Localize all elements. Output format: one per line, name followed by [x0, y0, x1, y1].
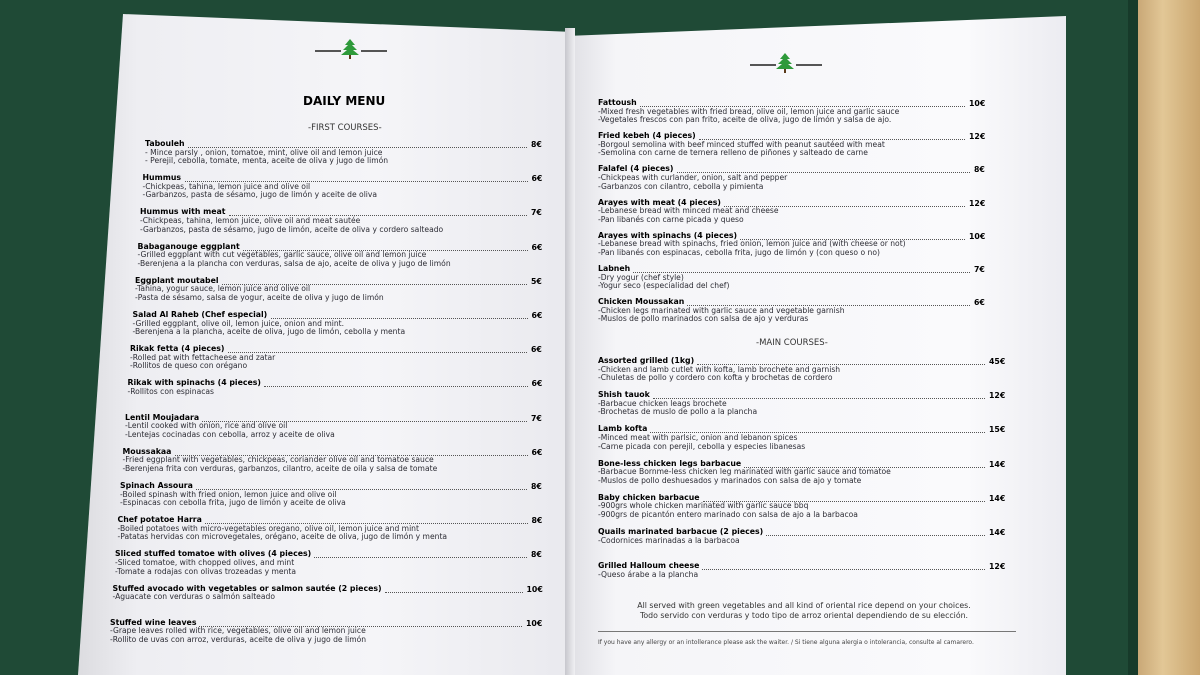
leader-dots	[199, 626, 522, 627]
menu-item-desc-es: -Garbanzos, pasta de sésamo, jugo de limón, aceite de oliva y cordero salteado	[140, 224, 444, 234]
menu-item	[598, 494, 1005, 520]
menu-item-name: Arayes with spinachs (4 pieces)	[598, 230, 738, 240]
allergy-note: If you have any allergy or an intollerance please ask the waiter. / Si tiene alguna alergia o intolerancia, consulte al camarero.	[598, 639, 974, 646]
menu-item	[598, 232, 985, 258]
menu-item-desc-en: -Barbacue chicken leags brochete	[598, 398, 727, 408]
menu-item-name: Lentil Moujadara	[125, 412, 200, 422]
menu-item-desc-es: -Chuletas de pollo y cordero con kofta y brochetas de cordero	[598, 373, 833, 383]
menu-item-desc-en: -Rollitos con espinacas	[127, 386, 215, 396]
menu-item-name: Moussakaa	[122, 446, 172, 456]
leader-dots	[202, 421, 527, 422]
menu-item-price: 5€	[531, 276, 542, 286]
menu-item	[598, 391, 1005, 417]
menu-item	[598, 357, 1005, 383]
leader-dots	[185, 181, 528, 182]
menu-item-name: Rikak with spinachs (4 pieces)	[127, 378, 261, 388]
menu-item-desc-es: -Berenjena frita con verduras, garbanzos, cilantro, aceite de oila y salsa de tomate	[122, 463, 438, 473]
menu-item-name: Sliced stuffed tomatoe with olives (4 pieces)	[115, 549, 312, 559]
leader-dots	[650, 432, 985, 433]
menu-item-name: Rikak fetta (4 pieces)	[130, 344, 225, 354]
menu-item-desc-es: -Espinacas con cebolla frita, jugo de limón y aceite de oliva	[120, 498, 346, 508]
menu-item-desc-en: -Codornices marinadas a la barbacoa	[598, 535, 740, 545]
menu-item-name: Shish tauok	[598, 390, 650, 400]
menu-item-desc-en: -Chickpeas with curlander, onion, salt and pepper	[598, 172, 788, 182]
menu-item-desc-es: -Pan libanés con espinacas, cebolla frita, jugo de limón y (con queso o no)	[598, 247, 880, 257]
leader-dots	[633, 272, 970, 273]
menu-item-price: 6€	[531, 242, 543, 252]
menu-item-name: Chef potatoe Harra	[117, 515, 202, 525]
board-shadow	[1128, 0, 1138, 675]
menu-item-name: Lamb kofta	[598, 424, 648, 434]
menu-item-name: Falafel (4 pieces)	[598, 164, 674, 174]
menu-item	[110, 619, 542, 645]
menu-item-desc-en: -Tahina, yogur sauce, lemon juice and olive oil	[135, 284, 311, 294]
menu-item-price: 8€	[974, 165, 985, 175]
menu-item-desc-es: -Pasta de sésamo, salsa de yogur, aceite de oliva y jugo de limón	[135, 292, 384, 302]
menu-item-desc-en: -Grape leaves rolled with rice, vegetables, olive oil and lemon juice	[110, 626, 366, 636]
menu-item-price: 15€	[989, 425, 1006, 435]
menu-item-price: 6€	[531, 379, 543, 389]
leader-dots	[744, 467, 985, 468]
menu-item-desc-en: -Lentil cooked with onion, rice and olive oil	[125, 421, 288, 431]
menu-item-name: Bone-less chicken legs barbacue	[598, 458, 742, 468]
menu-item-price: 12€	[969, 198, 986, 208]
served-note	[604, 601, 1004, 621]
menu-item-price: 10€	[526, 618, 543, 628]
first-courses-heading: -FIRST COURSES-	[308, 123, 382, 133]
menu-item-desc-en: -Borgoul semolina with beef minced stuffed with peanut sautéed with meat	[598, 139, 885, 149]
menu-item-price: 10€	[969, 231, 986, 241]
menu-item-price: 8€	[531, 550, 542, 560]
menu-item-price: 14€	[989, 459, 1006, 469]
menu-item-desc-en: - Mince parsly , onion, tomatoe, mint, olive oil and lemon juice	[145, 147, 383, 157]
leader-dots	[175, 455, 528, 456]
menu-item-name: Baby chicken barbacue	[598, 492, 700, 502]
menu-item	[598, 165, 985, 191]
menu-item-price: 10€	[526, 584, 543, 594]
menu-item	[133, 311, 543, 337]
menu-item	[123, 448, 543, 474]
menu-title: DAILY MENU	[303, 94, 386, 108]
menu-item-desc-es: -Carne picada con perejil, cebolla y especies libanesas	[598, 441, 806, 451]
cedar-tree-icon	[774, 52, 796, 74]
menu-item-name: Tabouleh	[145, 139, 185, 148]
cedar-tree-icon	[339, 38, 361, 60]
menu-item-desc-es: -Garbanzos, pasta de sésamo, jugo de limón y aceite de oliva	[142, 190, 378, 200]
menu-item	[115, 550, 542, 576]
menu-item-price: 6€	[531, 174, 543, 184]
menu-item	[113, 585, 543, 602]
menu-item-desc-es: -Garbanzos con cilantro, cebolla y pimienta	[598, 181, 764, 191]
menu-item-name: Quails marinated barbacue (2 pieces)	[598, 527, 764, 536]
menu-item-desc-en: -Mixed fresh vegetables with fried bread, olive oil, lemon juice and garlic sauce	[598, 106, 900, 116]
menu-item-desc-es: -Vegetales frescos con pan frito, aceite de oliva, jugo de limón y salsa de ajo.	[598, 115, 892, 125]
leader-dots	[385, 592, 523, 593]
menu-item-desc-en: -Boiled spinash with fried onion, lemon juice and olive oil	[120, 489, 337, 499]
menu-item-desc-en: -Grilled eggplant, olive oil, lemon juice, onion and mint.	[132, 318, 345, 328]
menu-item-price: 14€	[989, 493, 1006, 503]
menu-item-price: 7€	[531, 208, 542, 218]
menu-item-desc-es: -Yogur seco (especialidad del chef)	[598, 281, 730, 291]
menu-item	[118, 516, 543, 542]
menu-item-desc-es: -Lentejas cocinadas con cebolla, arroz y aceite de oliva	[125, 429, 335, 439]
leader-dots	[196, 489, 527, 490]
menu-item-price: 45€	[989, 357, 1006, 366]
leader-dots	[264, 386, 528, 387]
menu-item-price: 8€	[531, 482, 542, 491]
menu-item-desc-en: -900grs whole chicken marinated with garlic sauce bbq	[598, 501, 809, 511]
menu-spine	[565, 28, 575, 675]
menu-item-desc-en: -Lebanese bread with minced meat and cheese	[598, 206, 779, 216]
menu-item-name: Assorted grilled (1kg)	[598, 356, 695, 365]
menu-item-price: 6€	[531, 345, 542, 355]
menu-item-desc-en: -Chicken legs marinated with garlic sauce and vegetable garnish	[598, 305, 845, 315]
menu-item-desc-es: -Muslos de pollo marinados con salsa de ajo y verduras	[598, 314, 809, 324]
menu-item-desc-en: -Aguacate con verduras o salmón salteado	[112, 592, 275, 602]
menu-item-name: Grilled Halloum cheese	[598, 561, 700, 571]
menu-item-desc-en: -Barbacue Bornme-less chicken leg marinated with garlic sauce and tomatoe	[598, 467, 891, 477]
menu-item-desc-es: -Tomate a rodajas con olivas trozeadas y menta	[115, 566, 297, 576]
leader-dots	[724, 206, 965, 207]
cedar-logo-left	[315, 40, 387, 64]
menu-item	[125, 414, 542, 440]
menu-item-name: Spinach Assoura	[120, 481, 193, 490]
leader-dots	[640, 106, 965, 107]
menu-item-desc-es: -Muslos de pollo deshuesados y marinados con salsa de ajo y tomate	[598, 475, 862, 485]
menu-item	[598, 528, 1005, 545]
leader-dots	[699, 139, 965, 140]
leader-dots	[702, 569, 985, 570]
menu-item-desc-en: -Rolled pat with fettacheese and zatar	[130, 352, 276, 362]
leader-dots	[314, 557, 527, 558]
menu-item-name: Stuffed avocado with vegetables or salmon sautée (2 pieces)	[112, 583, 382, 593]
menu-item	[135, 277, 542, 303]
leader-dots	[222, 284, 527, 285]
menu-item-desc-es: -Berenjena a la plancha con verduras, salsa de ajo, aceite de oliva y jugo de limón	[137, 258, 451, 268]
leader-dots	[697, 364, 985, 365]
menu-item-desc-en: -Fried eggplant with vegetables, chickpeas, coriander olive oil and tomatoe sauce	[122, 455, 434, 465]
board-frame	[1138, 0, 1200, 675]
leader-dots	[740, 239, 965, 240]
cedar-logo-right	[750, 54, 822, 78]
menu-item-name: Labneh	[598, 264, 631, 273]
menu-item	[145, 140, 542, 166]
menu-item-desc-es: - Perejil, cebolla, tomate, menta, aceite de oliva y jugo de limón	[145, 156, 389, 166]
menu-item-name: Fattoush	[598, 98, 637, 107]
leader-dots	[677, 172, 970, 173]
served-note-en: All served with green vegetables and all kind of oriental rice depend on your choices.	[637, 601, 971, 610]
menu-item-desc-es: -Rollitos de queso con orégano	[130, 361, 248, 371]
menu-item-price: 7€	[974, 265, 985, 274]
menu-item-desc-en: -Grilled eggplant with cut vegetables, garlic sauce, olive oil and lemon juice	[137, 250, 427, 260]
menu-item-desc-en: -Boiled potatoes with micro-vegetables oregano, olive oil, lemon juice and mint	[117, 523, 419, 533]
served-note-es: Todo servido con verduras y todo tipo de arroz oriental dependiendo de su elección.	[639, 611, 969, 620]
menu-item-desc-en: -Chickpeas, tahina, lemon juice, olive oil and meat sautée	[140, 215, 361, 225]
menu-item	[598, 298, 985, 324]
menu-item-desc-en: -Queso árabe a la plancha	[598, 569, 699, 579]
menu-item-price: 8€	[531, 516, 543, 526]
menu-item-price: 7€	[531, 413, 542, 423]
menu-item-desc-es: -Pan libanés con carne picada y queso	[598, 214, 744, 224]
menu-item	[128, 379, 543, 396]
leader-dots	[703, 501, 985, 502]
menu-item-desc-es: -900grs de picantón entero marinado con salsa de ajo a la barbacoa	[598, 509, 858, 519]
menu-item-desc-en: -Dry yogur (chef style)	[598, 272, 684, 282]
leader-dots	[243, 250, 528, 251]
menu-item-desc-en: -Chicken and lamb cutlet with kofta, lamb brochete and garnish	[598, 364, 841, 374]
menu-item	[598, 132, 985, 158]
menu-item-name: Stuffed wine leaves	[110, 617, 197, 627]
menu-item	[598, 460, 1005, 486]
menu-item-desc-es: -Patatas hervidas con microvegetales, orégano, aceite de oliva, jugo de limón y menta	[117, 532, 448, 542]
menu-item	[130, 345, 542, 371]
menu-item-desc-es: -Semolina con carne de ternera relleno de piñones y salteado de carne	[598, 148, 868, 158]
leader-dots	[766, 535, 985, 536]
menu-item-name: Hummus	[142, 173, 182, 183]
menu-item	[598, 199, 985, 225]
menu-item-price: 6€	[531, 447, 543, 457]
menu-item	[138, 243, 543, 269]
menu-item	[598, 562, 1005, 579]
leader-dots	[228, 352, 527, 353]
main-courses-heading: -MAIN COURSES-	[756, 338, 828, 348]
menu-item-name: Chicken Moussakan	[598, 297, 685, 307]
menu-item-desc-en: -Minced meat with parlsic, onion and lebanon spices	[598, 432, 798, 442]
menu-item-name: Babaganouge eggplant	[137, 241, 240, 251]
menu-item	[598, 265, 985, 291]
menu-item-price: 10€	[969, 99, 986, 108]
menu-item-desc-en: -Lebanese bread with spinachs, fried onion, lemon juice and (with cheese or not)	[598, 239, 906, 249]
menu-item-price: 6€	[531, 311, 543, 320]
menu-item-desc-es: -Rollito de uvas con arroz, verduras, aceite de oliva y jugo de limón	[110, 634, 367, 644]
menu-item	[120, 482, 542, 508]
menu-item-name: Arayes with meat (4 pieces)	[598, 197, 721, 207]
menu-item-price: 14€	[989, 528, 1006, 537]
menu-item-desc-es: -Berenjena a la plancha, aceite de oliva, jugo de limón, cebolla y menta	[132, 327, 406, 337]
menu-item-price: 12€	[969, 132, 986, 142]
menu-item-price: 12€	[989, 562, 1006, 572]
leader-dots	[687, 305, 970, 306]
menu-item-price: 6€	[974, 298, 985, 308]
leader-dots	[653, 398, 985, 399]
menu-item-name: Eggplant moutabel	[135, 275, 219, 285]
leader-dots	[205, 523, 528, 524]
menu-item-name: Salad Al Raheb (Chef especial)	[132, 310, 268, 319]
menu-item-desc-en: -Sliced tomatoe, with chopped olives, and mint	[115, 557, 295, 567]
footer-divider	[598, 631, 1016, 632]
menu-item-price: 8€	[531, 140, 542, 149]
menu-item	[598, 425, 1005, 451]
menu-item	[140, 208, 542, 234]
menu-item-name: Hummus with meat	[140, 207, 226, 217]
leader-dots	[229, 215, 527, 216]
leader-dots	[188, 147, 527, 148]
menu-item-price: 12€	[989, 391, 1006, 401]
menu-item-desc-en: -Chickpeas, tahina, lemon juice and olive oil	[142, 181, 311, 191]
menu-item	[143, 174, 543, 200]
menu-item-desc-es: -Brochetas de muslo de pollo a la plancha	[598, 407, 758, 417]
leader-dots	[271, 318, 528, 319]
menu-item	[598, 99, 985, 125]
menu-item-name: Fried kebeh (4 pieces)	[598, 131, 696, 141]
